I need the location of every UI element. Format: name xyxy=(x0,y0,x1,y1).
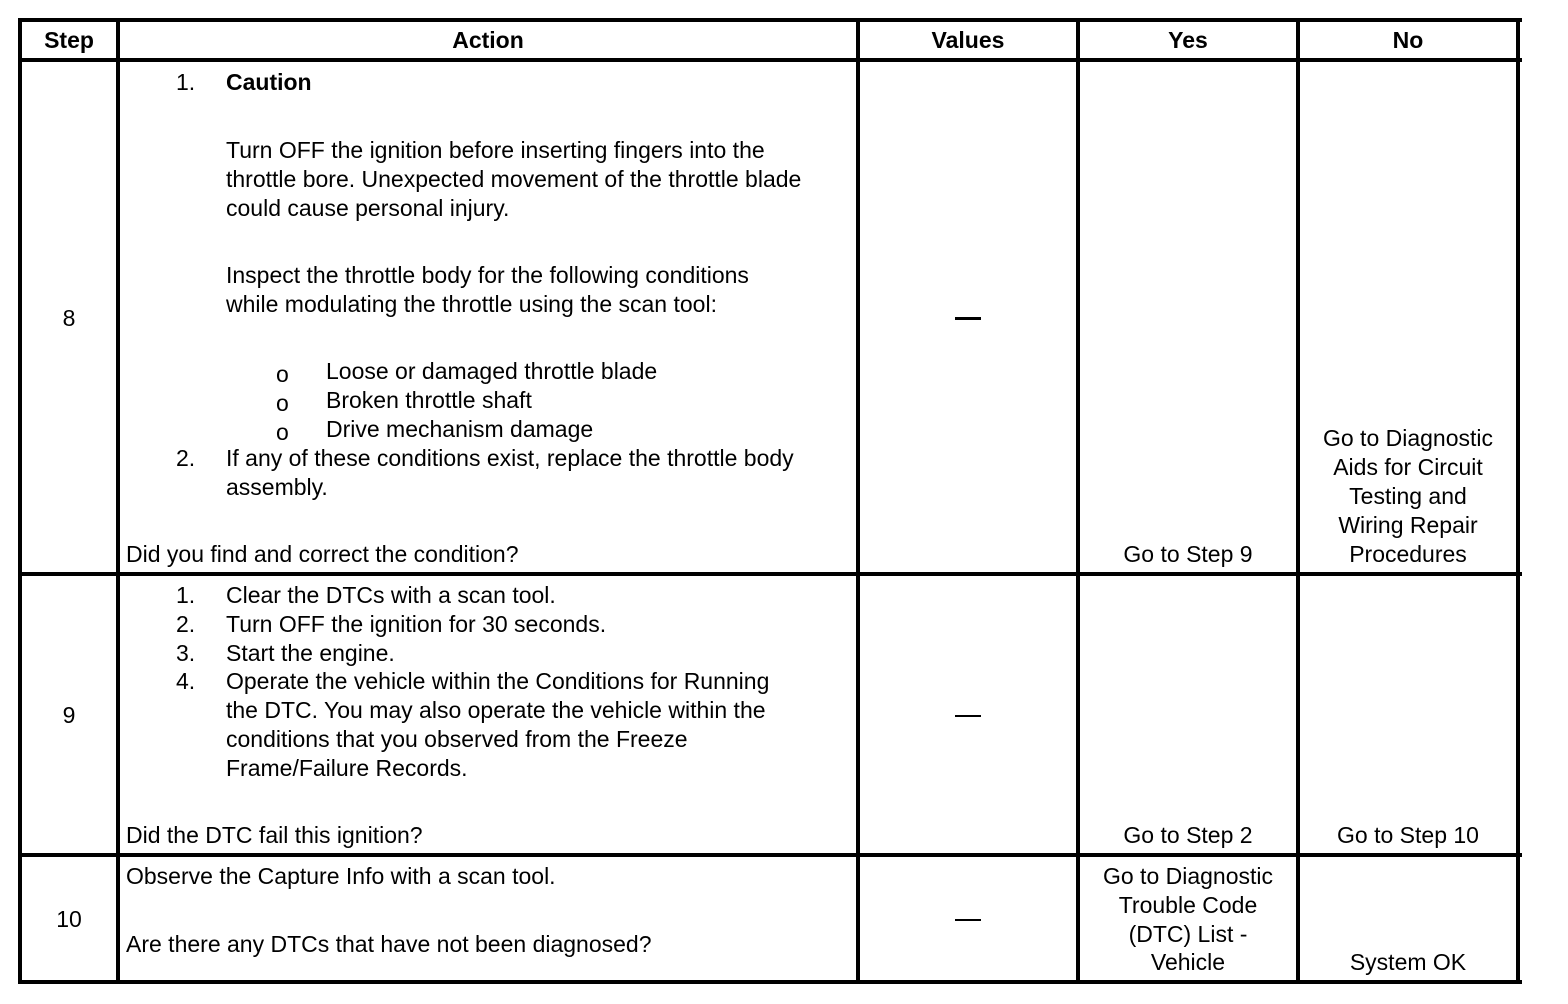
header-values: Values xyxy=(931,27,1005,53)
border-bottom xyxy=(18,980,1522,984)
header-step: Step xyxy=(44,27,94,53)
list-item: conditions that you observed from the Freeze xyxy=(226,726,688,752)
divider-row-9-10 xyxy=(18,853,1522,857)
list-item: Operate the vehicle within the Conditions for Running xyxy=(226,668,770,694)
caution-text: Turn OFF the ignition before inserting fingers into the xyxy=(226,137,765,163)
bullet-marker: o xyxy=(276,419,289,445)
divider-step-action xyxy=(116,18,120,984)
step-number: 8 xyxy=(62,305,76,331)
border-top xyxy=(18,18,1522,22)
question-text: Did you find and correct the condition? xyxy=(126,541,519,567)
list-number: 1. xyxy=(176,69,196,95)
step2-text: If any of these conditions exist, replace the throttle body xyxy=(226,445,794,471)
no-cell: Go to Diagnostic xyxy=(1322,425,1494,451)
list-item: Frame/Failure Records. xyxy=(226,755,468,781)
yes-cell: Go to Diagnostic xyxy=(1102,863,1274,889)
yes-cell: (DTC) List - xyxy=(1128,921,1248,947)
no-cell: System OK xyxy=(1349,949,1467,975)
yes-cell: Go to Step 9 xyxy=(1123,541,1253,567)
list-item: Clear the DTCs with a scan tool. xyxy=(226,582,556,608)
yes-cell: Go to Step 2 xyxy=(1123,822,1253,848)
list-item: the DTC. You may also operate the vehicle within the xyxy=(226,697,766,723)
step2-text: assembly. xyxy=(226,474,328,500)
no-cell: Wiring Repair xyxy=(1338,512,1478,538)
caution-text: could cause personal injury. xyxy=(226,195,510,221)
list-item: Broken throttle shaft xyxy=(326,387,532,413)
step-number: 9 xyxy=(62,702,76,728)
no-cell: Testing and xyxy=(1349,483,1467,509)
caution-text: throttle bore. Unexpected movement of the throttle blade xyxy=(226,166,802,192)
border-left xyxy=(18,18,22,984)
yes-cell: Vehicle xyxy=(1150,949,1226,975)
inspect-text: Inspect the throttle body for the following conditions xyxy=(226,262,749,288)
header-no: No xyxy=(1392,27,1424,53)
divider-row-8-9 xyxy=(18,572,1522,576)
list-item: Start the engine. xyxy=(226,640,395,666)
no-cell: Aids for Circuit xyxy=(1333,454,1483,480)
list-item: Drive mechanism damage xyxy=(326,416,594,442)
border-right xyxy=(1516,18,1520,984)
yes-cell: Trouble Code xyxy=(1118,892,1258,918)
values-dash xyxy=(955,715,981,717)
list-number: 1. xyxy=(176,582,196,608)
list-number: 2. xyxy=(176,611,196,637)
action-text: Observe the Capture Info with a scan tool. xyxy=(126,863,556,889)
caution-title: Caution xyxy=(226,69,312,95)
header-action: Action xyxy=(452,27,524,53)
divider-header xyxy=(18,58,1522,62)
values-dash xyxy=(955,919,981,921)
list-item: Loose or damaged throttle blade xyxy=(326,358,658,384)
list-item: Turn OFF the ignition for 30 seconds. xyxy=(226,611,607,637)
list-number: 4. xyxy=(176,668,196,694)
divider-action-values xyxy=(856,18,860,984)
bullet-marker: o xyxy=(276,361,289,387)
header-yes: Yes xyxy=(1168,27,1208,53)
question-text: Did the DTC fail this ignition? xyxy=(126,822,423,848)
list-number: 3. xyxy=(176,640,196,666)
step-number: 10 xyxy=(56,906,82,932)
bullet-marker: o xyxy=(276,390,289,416)
list-number: 2. xyxy=(176,445,196,471)
values-dash xyxy=(955,317,981,320)
no-cell: Procedures xyxy=(1349,541,1467,567)
inspect-text: while modulating the throttle using the scan tool: xyxy=(226,291,717,317)
no-cell: Go to Step 10 xyxy=(1337,822,1479,848)
question-text: Are there any DTCs that have not been diagnosed? xyxy=(126,931,652,957)
